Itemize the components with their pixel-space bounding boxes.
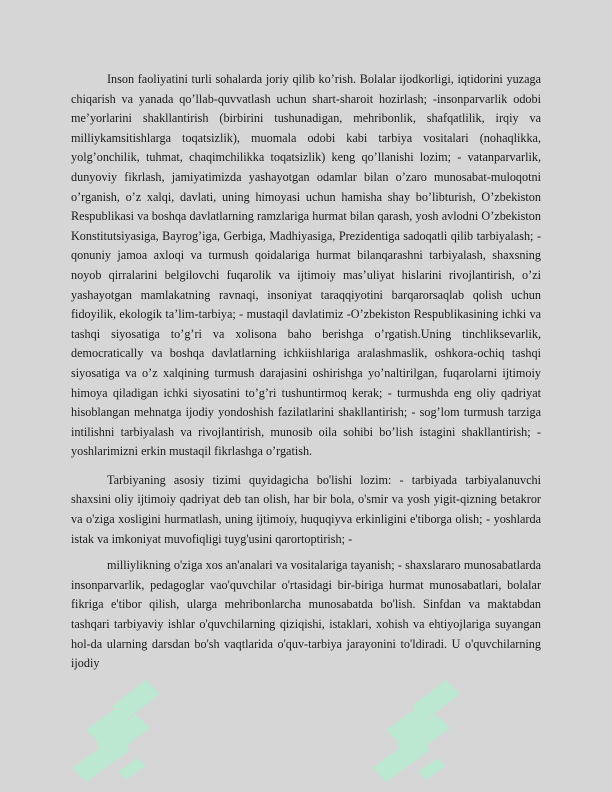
watermark-logo-icon-left bbox=[72, 680, 160, 782]
paragraph-2: Tarbiyaning asosiy tizimi quyidagicha bo'lishi lozim: - tarbiyada tarbiyalanuvchi shaxsini oliy ijtimoiy qadriyat deb tan olish, har bir bola, o'smir va yosh yigit-qizning betakror va o'ziga xosligini hurmatlash, uning ijtimoiy, huquqiyva erkinligini e'tiborga olish; - yoshlarda istak va imkoniyat muvofiqligi tuyg'usini qarortoptirish; - bbox=[71, 472, 541, 546]
watermark-logo-icon-right bbox=[372, 680, 460, 782]
paragraph-3: milliylikning o'ziga xos an'analari va vositalariga tayanish; - shaxslararo munosabatlarda insonparvarlik, pedagoglar vao'quvchilar o'rtasidagi bir-biriga hurmat munosabatlari, bolalar fikriga e'tibor qilish, ularga mehribonlarcha munosabatda bo'lish. Sinfdan va maktabdan tashqari tarbiyaviy ishlar o'quvchilarning qiziqishi, istaklari, xohish va ehtiyojlariga suyangan hol-da ularning darsdan bo'sh vaqtlarida o'quv-tarbiya jarayonini to'ldiradi. U o'quvchilarning ijodiy bbox=[71, 558, 541, 671]
paragraph-1: Inson faoliyatini turli sohalarda joriy qilib ko’rish. Bolalar ijodkorligi, iqtidorini yuzaga chiqarish va yanada qo’llab-quvvatlash uchun shart-sharoit hozirlash; -insonparvarlik odobi me’yorlarini shakllantirish (birbirini tushunadigan, mehribonlik, shafqatlilik, irqiy va milliykamsitishlarga toqatsizlik), muomala odobi kabi tarbiya vositalari (nohaqlikka, yolg’onchilik, tuhmat, chaqimchilikka toqatsizlik) keng qo’llanishi lozim; - vatanparvarlik, dunyoviy fikrlash, jamiyatimizda yashayotgan odamlar bilan o’zaro munosabat-muloqotni o’rganish, o’z xalqi, davlati, uning himoyasi uchun hamisha shay bo’libturish, O’zbekiston Respublikasi va boshqa davlatlarning ramzlariga hurmat bilan qarash, yosh avlodni O’zbekiston Konstitutsiyasiga, Bayrog’iga, Gerbiga, Madhiyasiga, Prezidentiga sadoqatli qilib tarbiyalash; - qonuniy jamoa axloqi va turmush qoidalariga hurmat bilanqarashni tarbiyalash, shaxsning noyob qirralarini belgilovchi fuqarolik va ijtimoiy mas’uliyat hislarini rivojlantirish, o’zi yashayotgan mamlakatning ravnaqi, insoniyat taraqqiyotini barqarorsaqlab qolish uchun fidoyilik, ekologik ta’lim-tarbiya; - mustaqil davlatimiz -O’zbekiston Respublikasining ichki va tashqi siyosatiga to’g’ri va xolisona baho berishga o’rgatish.Uning tinchliksevarlik, democratically va boshqa davlatlarning ichkiishlariga aralashmaslik, oshkora-ochiq tashqi siyosatiga va o’z xalqining turmush darajasini oshirishga yo’naltirilgan, fuqarolarni ijtimoiy himoya qiladigan ichki siyosatini to’g’ri tushuntirmoq kerak; - turmushda eng oliy qadriyat hisoblangan mehnatga ijodiy yondoshish fazilatlarini shakllantirish; - sog’lom turmush tarziga intilishni tarbiyalash va rivojlantirish, munosib oila sohibi bo’lish istagini shakllantirish; - yoshlarimizni erkin mustaqil fikrlashga o’rgatish. bbox=[71, 72, 541, 459]
document-body bbox=[71, 70, 541, 674]
